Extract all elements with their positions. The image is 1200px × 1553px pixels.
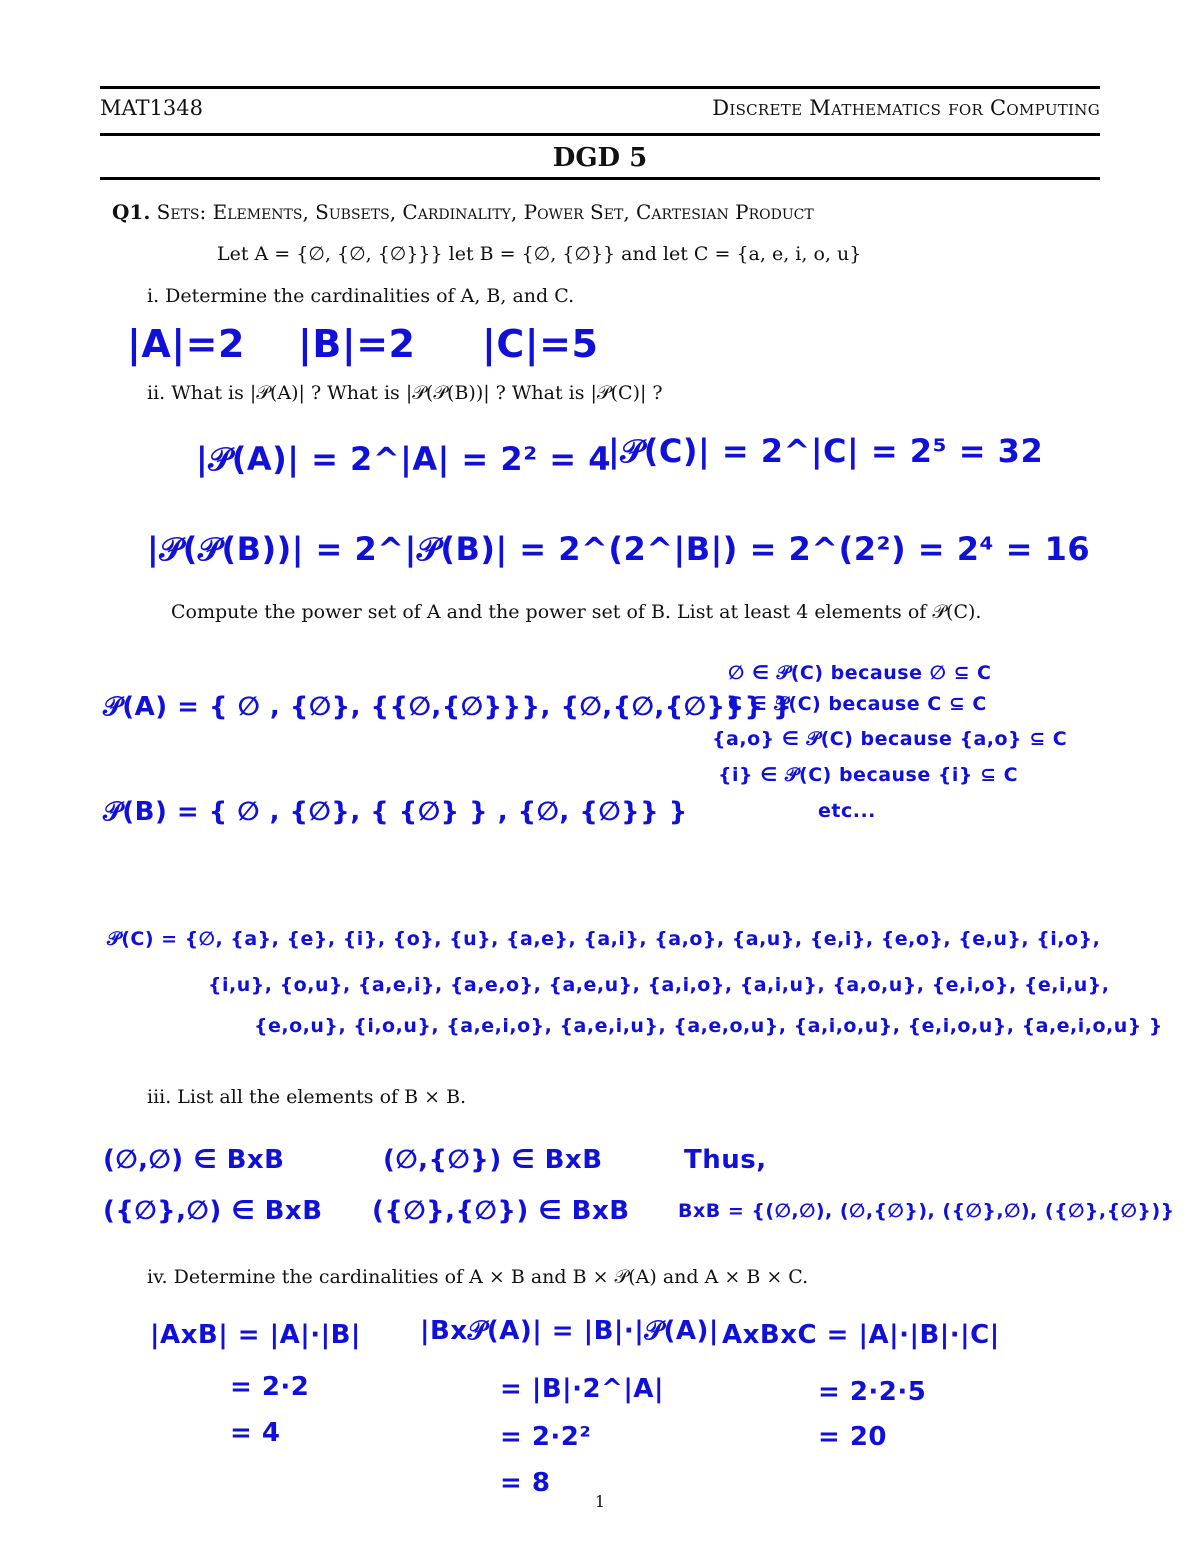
- page-title: DGD 5: [552, 143, 648, 173]
- answer-power-c: |𝒫(C)| = 2^|C| = 2⁵ = 32: [608, 432, 1044, 470]
- answer-card-c: |C|=5: [482, 322, 599, 366]
- answer-power-a: |𝒫(A)| = 2^|A| = 2² = 4: [196, 440, 612, 478]
- axb-line-1: |AxB| = |A|·|B|: [150, 1320, 361, 1350]
- pc-element-3: {a,o} ∈ 𝒫(C) because {a,o} ⊆ C: [712, 728, 1068, 750]
- answer-power-power-b: |𝒫(𝒫(B))| = 2^|𝒫(B)| = 2^(2^|B|) = 2^(2²) = 2⁴ = 16: [147, 530, 1091, 568]
- answer-card-a: |A|=2: [127, 322, 245, 366]
- bxb-pair-1: (∅,∅) ∈ BxB: [103, 1145, 285, 1175]
- bxb-pair-4: ({∅},{∅}) ∈ BxB: [372, 1196, 630, 1226]
- axbxc-line-2: = 2·2·5: [818, 1377, 927, 1407]
- question-topic: Sets: Elements, Subsets, Cardinality, Power Set, Cartesian Product: [156, 200, 814, 224]
- bxb-pair-2: (∅,{∅}) ∈ BxB: [383, 1145, 603, 1175]
- answer-card-b: |B|=2: [298, 322, 416, 366]
- power-set-c-line-2: {i,u}, {o,u}, {a,e,i}, {a,e,o}, {a,e,u}, {a,i,o}, {a,i,u}, {a,o,u}, {e,i,o}, {e,i,u},: [208, 974, 1110, 996]
- pc-element-2: C ∈ 𝒫(C) because C ⊆ C: [728, 693, 987, 715]
- power-set-b: 𝒫(B) = { ∅ , {∅}, { {∅} } , {∅, {∅}} }: [103, 797, 688, 827]
- given-sets: Let A = {∅, {∅, {∅}}} let B = {∅, {∅}} and let C = {a, e, i, o, u}: [217, 243, 862, 265]
- part-iii-prompt: iii. List all the elements of B × B.: [147, 1086, 467, 1108]
- part-iv-prompt: iv. Determine the cardinalities of A × B and B × 𝒫(A) and A × B × C.: [147, 1266, 809, 1288]
- question-number: Q1.: [112, 200, 151, 224]
- bxb-result: BxB = {(∅,∅), (∅,{∅}), ({∅},∅), ({∅},{∅})}: [678, 1200, 1175, 1222]
- power-set-c-line-3: {e,o,u}, {i,o,u}, {a,e,i,o}, {a,e,i,u}, {a,e,o,u}, {a,i,o,u}, {e,i,o,u}, {a,e,i,o,u} }: [254, 1015, 1163, 1037]
- power-set-a: 𝒫(A) = { ∅ , {∅}, {{∅,{∅}}}, {∅,{∅,{∅}}} }: [103, 692, 793, 722]
- power-set-c-line-1: 𝒫(C) = {∅, {a}, {e}, {i}, {o}, {u}, {a,e}, {a,i}, {a,o}, {a,u}, {e,i}, {e,o}, {e,u}, {i,o},: [107, 928, 1101, 950]
- question-heading: [112, 200, 814, 224]
- pc-element-etc: etc...: [818, 800, 876, 822]
- page-number: 1: [594, 1492, 606, 1511]
- bxpa-line-3: = 2·2²: [500, 1422, 592, 1452]
- bxpa-line-1: |Bx𝒫(A)| = |B|·|𝒫(A)|: [420, 1316, 719, 1346]
- axbxc-line-3: = 20: [818, 1422, 888, 1452]
- part-i-prompt: i. Determine the cardinalities of A, B, and C.: [147, 285, 575, 307]
- course-title: Discrete Mathematics for Computing: [712, 96, 1100, 120]
- course-code: MAT1348: [100, 96, 203, 120]
- part-ii-prompt-2: Compute the power set of A and the power set of B. List at least 4 elements of 𝒫(C).: [171, 601, 982, 623]
- axb-line-3: = 4: [230, 1418, 281, 1448]
- title-rule: [100, 177, 1100, 180]
- pc-element-4: {i} ∈ 𝒫(C) because {i} ⊆ C: [718, 764, 1019, 786]
- part-ii-prompt: ii. What is |𝒫(A)| ? What is |𝒫(𝒫(B))| ? What is |𝒫(C)| ?: [147, 382, 663, 404]
- header-rule: [100, 133, 1100, 136]
- bxpa-line-4: = 8: [500, 1468, 551, 1498]
- axb-line-2: = 2·2: [230, 1372, 310, 1402]
- pc-element-1: ∅ ∈ 𝒫(C) because ∅ ⊆ C: [728, 662, 992, 684]
- axbxc-line-1: AxBxC = |A|·|B|·|C|: [722, 1320, 1000, 1350]
- bxpa-line-2: = |B|·2^|A|: [500, 1374, 665, 1404]
- bxb-thus: Thus,: [684, 1145, 767, 1175]
- top-rule: [100, 86, 1100, 89]
- bxb-pair-3: ({∅},∅) ∈ BxB: [103, 1196, 323, 1226]
